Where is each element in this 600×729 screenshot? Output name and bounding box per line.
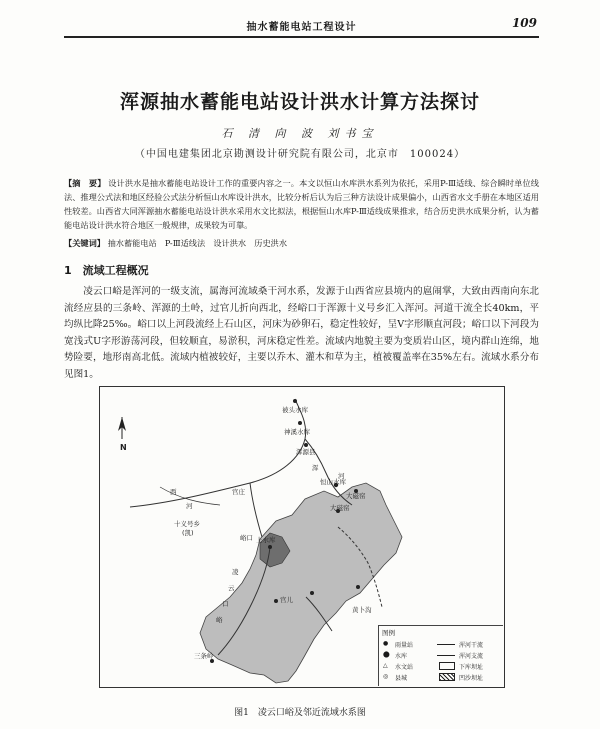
figure-caption: 图1 凌云口峪及邻近流域水系图	[234, 708, 366, 718]
label-kou: 口	[222, 600, 229, 608]
running-header	[64, 16, 539, 38]
legend-item: 雨量站	[395, 642, 414, 649]
label-sanjiaoling: 三条岭	[194, 652, 214, 660]
legend-rain-station-icon: ●	[383, 640, 389, 647]
legend-lower-dam-icon	[439, 662, 455, 670]
figure-map	[99, 386, 505, 688]
keywords-label: 【关键词】	[64, 238, 105, 248]
label-dazhuying: 大磁窑	[346, 492, 366, 500]
label-shiyihao-b: (凯)	[182, 529, 194, 537]
legend-county-icon: ◎	[383, 673, 389, 680]
body-paragraph: 凌云口峪是浑河的一级支流，属海河流域桑干河水系，发源于山西省应县境内的扈闹掌，大致由西南向东北流经应县的三条岭、浑源的土岭，过官儿折向西北，经峪口于浑源十义号乡汇入浑河。河道干流全长40km，平均纵比降25‰。峪口以上河段流经上石山区，河床为砂卵石，稳定性较好，呈V字形顺直河段；峪口以下河段为宽浅式U字形游荡河段，但较顺直，易淤积，河床稳定性差。流域内地貌主要为变质岩山区，境内群山连绵，地势险要，地形南高北低。流域内植被较好，主要以乔木、灌木和草为主，植被覆盖率在35%左右。流域水系分布见图1。	[64, 286, 539, 380]
label-guan: 官儿	[280, 596, 293, 604]
label-xi: 西	[170, 488, 177, 496]
authors: 石 清 向 波 刘书宝	[221, 127, 379, 140]
affiliation: （中国电建集团北京勘测设计研究院有限公司，北京市 100024）	[134, 149, 466, 160]
keywords	[64, 236, 539, 250]
abstract-text: 设计洪水是抽水蓄能电站设计工作的重要内容之一。本文以恒山水库洪水系列为依托，采用P-Ⅲ适线、综合瞬时单位线法、推理公式法和地区经验公式法分析恒山水库设计洪水，比较分析后认为后三种方法设计成果偏小，山西省水文手册在本地区适用性较差。山西省大同浑源抽水蓄能电站设计洪水采用水文比拟法，根据恒山水库P-Ⅲ适线成果推求，结合历史洪水成果分析，认为蓄能电站设计洪水符合地区一般规律，成果较为可靠。	[64, 178, 539, 230]
label-hengshan: 恒山水库	[320, 478, 346, 486]
north-arrow-icon	[118, 417, 126, 439]
label-yukou: 峪口	[240, 534, 253, 542]
label-ling: 凌	[232, 568, 239, 576]
journal-name: 抽水蓄能电站工程设计	[246, 22, 357, 33]
keywords-text: 抽水蓄能电站 P-Ⅲ适线法 设计洪水 历史洪水	[107, 238, 288, 248]
label-guaner: 官庄	[232, 488, 245, 496]
legend-item: 水文站	[395, 664, 414, 671]
label-shenxi: 神溪水库	[284, 428, 310, 436]
label-river-hun-2: 河	[338, 472, 345, 480]
abstract	[64, 176, 539, 232]
legend-item: 县城	[395, 675, 408, 682]
legend-main-river-icon	[437, 644, 455, 645]
label-shiyihao: 十义号乡	[174, 520, 200, 528]
legend-sand-dam-icon	[439, 673, 455, 681]
legend-reservoir-icon: ⬤	[383, 651, 390, 658]
abstract-label: 【摘 要】	[64, 178, 106, 188]
legend-item: 下库坝址	[459, 664, 484, 671]
map-legend	[378, 625, 503, 686]
paper-title: 浑源抽水蓄能电站设计洪水计算方法探讨	[119, 91, 480, 113]
legend-tributary-icon	[437, 655, 455, 656]
legend-item: 凹沙坝址	[459, 675, 484, 682]
page-number: 109	[511, 16, 537, 30]
label-hexi: 河	[186, 502, 193, 510]
legend-hydro-station-icon: △	[383, 662, 388, 669]
label-upper-reservoir: 上水库	[256, 536, 276, 544]
label-yun: 云	[228, 584, 235, 592]
label-hunyuan: 浑源县	[296, 448, 316, 456]
label-river-hun-1: 浑	[312, 464, 319, 472]
legend-item: 浑河支流	[459, 653, 484, 660]
label-north: N	[120, 443, 127, 452]
label-huangbugou: 黄卜沟	[352, 606, 372, 614]
label-yu: 峪	[216, 616, 223, 624]
section-heading: 1 流域工程概况	[64, 264, 149, 277]
label-reservoir-top: 被头水库	[282, 406, 308, 414]
legend-title: 图例	[382, 629, 395, 637]
legend-item: 浑河干流	[459, 642, 484, 649]
label-dazhuying2: 大磁窑	[330, 504, 350, 512]
legend-item: 水库	[395, 653, 408, 660]
